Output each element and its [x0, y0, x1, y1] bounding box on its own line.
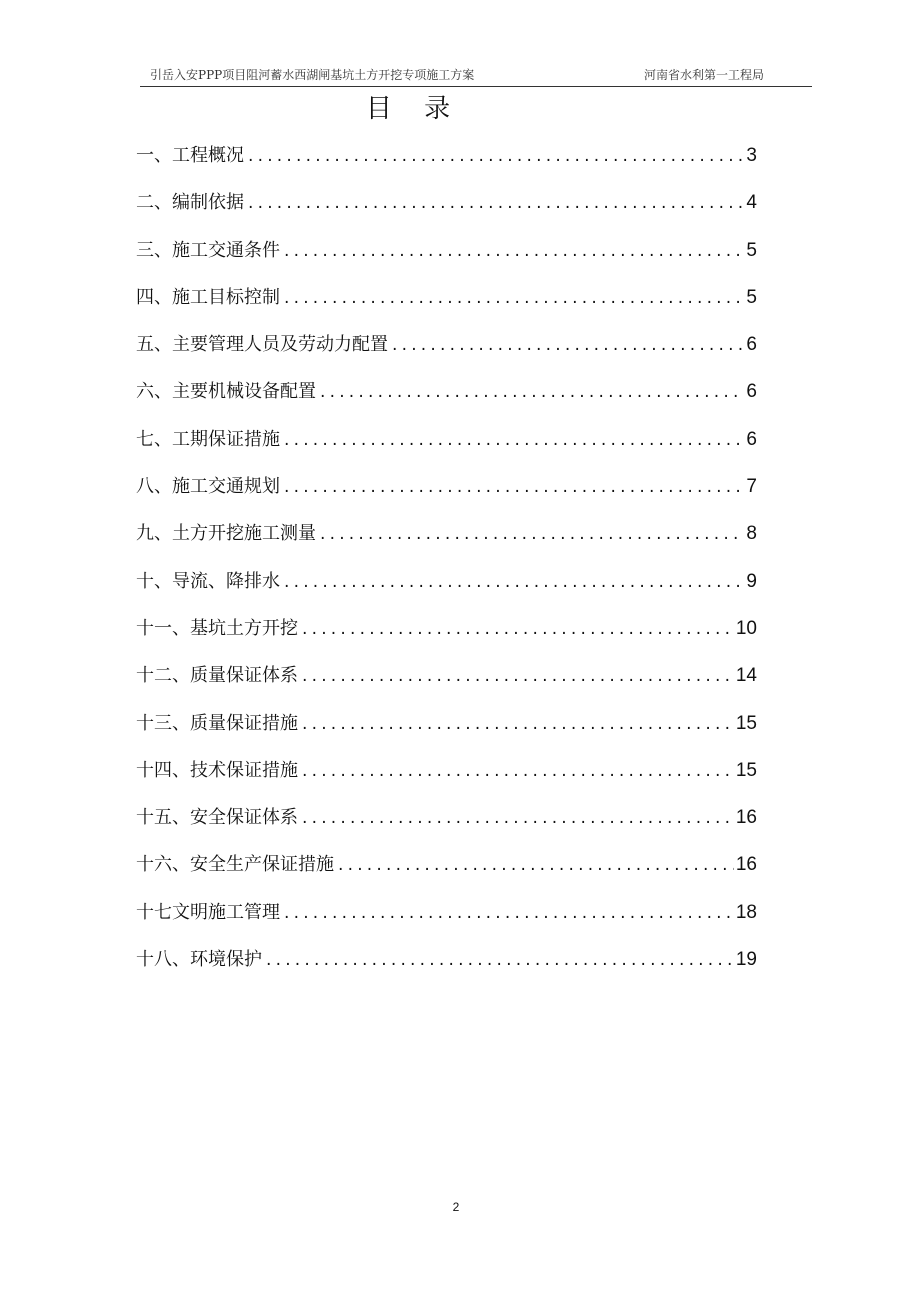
- toc-entry[interactable]: [136, 187, 757, 234]
- toc-entry[interactable]: [136, 140, 757, 187]
- toc-entry-label: 四、施工目标控制: [136, 286, 280, 308]
- toc-entry-label: 十八、环境保护: [136, 949, 262, 971]
- toc-entry-label: 十五、安全保证体系: [136, 807, 298, 829]
- toc-entry-page: 16: [735, 807, 757, 829]
- toc-entry-page: 3: [746, 145, 757, 166]
- toc-dot-leader: [302, 708, 734, 740]
- toc-dot-leader: [320, 518, 744, 550]
- toc-entry-page: 8: [746, 523, 757, 545]
- toc-entry-page: 18: [735, 901, 757, 923]
- toc-entry[interactable]: [136, 802, 757, 849]
- toc-entry-page: 4: [746, 192, 757, 214]
- toc-entry[interactable]: [136, 944, 757, 991]
- toc-entry[interactable]: [136, 282, 757, 329]
- toc-entry[interactable]: [136, 471, 757, 518]
- toc-entry-page: 9: [746, 570, 757, 592]
- header-organization: 河南省水利第一工程局: [643, 68, 764, 82]
- toc-entry-label: 十一、基坑土方开挖: [136, 617, 298, 639]
- toc-dot-leader: [392, 329, 744, 361]
- toc-entry-label: 十四、技术保证措施: [136, 759, 298, 781]
- toc-dot-leader: [302, 802, 734, 834]
- toc-dot-leader: [284, 282, 744, 314]
- toc-dot-leader: [266, 944, 734, 976]
- toc-entry-label: 一、工程概况: [136, 145, 244, 166]
- toc-dot-leader: [248, 140, 744, 172]
- toc-entry-page: 15: [735, 759, 757, 781]
- toc-entry-label: 七、工期保证措施: [136, 428, 280, 450]
- toc-dot-leader: [284, 897, 734, 929]
- toc-entry-label: 十三、质量保证措施: [136, 712, 298, 734]
- toc-entry-page: 14: [735, 665, 757, 687]
- toc-entry-label: 二、编制依据: [136, 192, 244, 214]
- toc-dot-leader: [302, 613, 734, 645]
- running-header: [140, 64, 812, 87]
- toc-dot-leader: [284, 566, 744, 598]
- toc-dot-leader: [284, 424, 744, 456]
- toc-dot-leader: [302, 755, 734, 787]
- toc-entry[interactable]: [136, 755, 757, 802]
- header-document-title: 引岳入安PPP项目阻河蓄水西湖闸基坑土方开挖专项施工方案: [150, 68, 475, 82]
- toc-entry-page: 5: [746, 286, 757, 308]
- toc-entry-label: 八、施工交通规划: [136, 476, 280, 498]
- toc-dot-leader: [338, 849, 734, 881]
- toc-entry-label: 五、主要管理人员及劳动力配置: [136, 334, 388, 356]
- toc-entry-page: 19: [735, 949, 757, 971]
- toc-entry-label: 十、导流、降排水: [136, 570, 280, 592]
- toc-entry[interactable]: [136, 566, 757, 613]
- toc-entry[interactable]: [136, 897, 757, 944]
- toc-entry[interactable]: [136, 235, 757, 282]
- toc-entry[interactable]: [136, 329, 757, 376]
- toc-entry[interactable]: [136, 518, 757, 565]
- toc-dot-leader: [320, 376, 744, 408]
- toc-entry-label: 十二、质量保证体系: [136, 665, 298, 687]
- toc-entry-label: 六、主要机械设备配置: [136, 381, 316, 403]
- toc-entry-label: 三、施工交通条件: [136, 239, 280, 261]
- toc-entry-page: 6: [746, 428, 757, 450]
- toc-dot-leader: [302, 660, 734, 692]
- toc-entry-page: 7: [746, 476, 757, 498]
- toc-entry[interactable]: [136, 660, 757, 707]
- toc-entry-page: 6: [746, 381, 757, 403]
- toc-title: 目 录: [365, 94, 463, 124]
- toc-entry[interactable]: [136, 613, 757, 660]
- toc-entry-label: 十七文明施工管理: [136, 901, 280, 923]
- toc-entry[interactable]: [136, 849, 757, 896]
- toc-dot-leader: [284, 471, 744, 503]
- toc-dot-leader: [248, 187, 744, 219]
- toc-entry-page: 15: [735, 712, 757, 734]
- toc-entry-page: 6: [746, 334, 757, 356]
- toc-entry[interactable]: [136, 708, 757, 755]
- toc-entry[interactable]: [136, 376, 757, 423]
- toc-entry-page: 10: [735, 617, 757, 639]
- toc-entry-page: 16: [735, 854, 757, 876]
- toc-entry-label: 十六、安全生产保证措施: [136, 854, 334, 876]
- toc-dot-leader: [284, 235, 744, 267]
- toc-entry[interactable]: [136, 424, 757, 471]
- toc-entry-label: 九、土方开挖施工测量: [136, 523, 316, 545]
- page-number: 2: [452, 1200, 460, 1214]
- toc-entry-page: 5: [746, 239, 757, 261]
- table-of-contents: [136, 140, 757, 991]
